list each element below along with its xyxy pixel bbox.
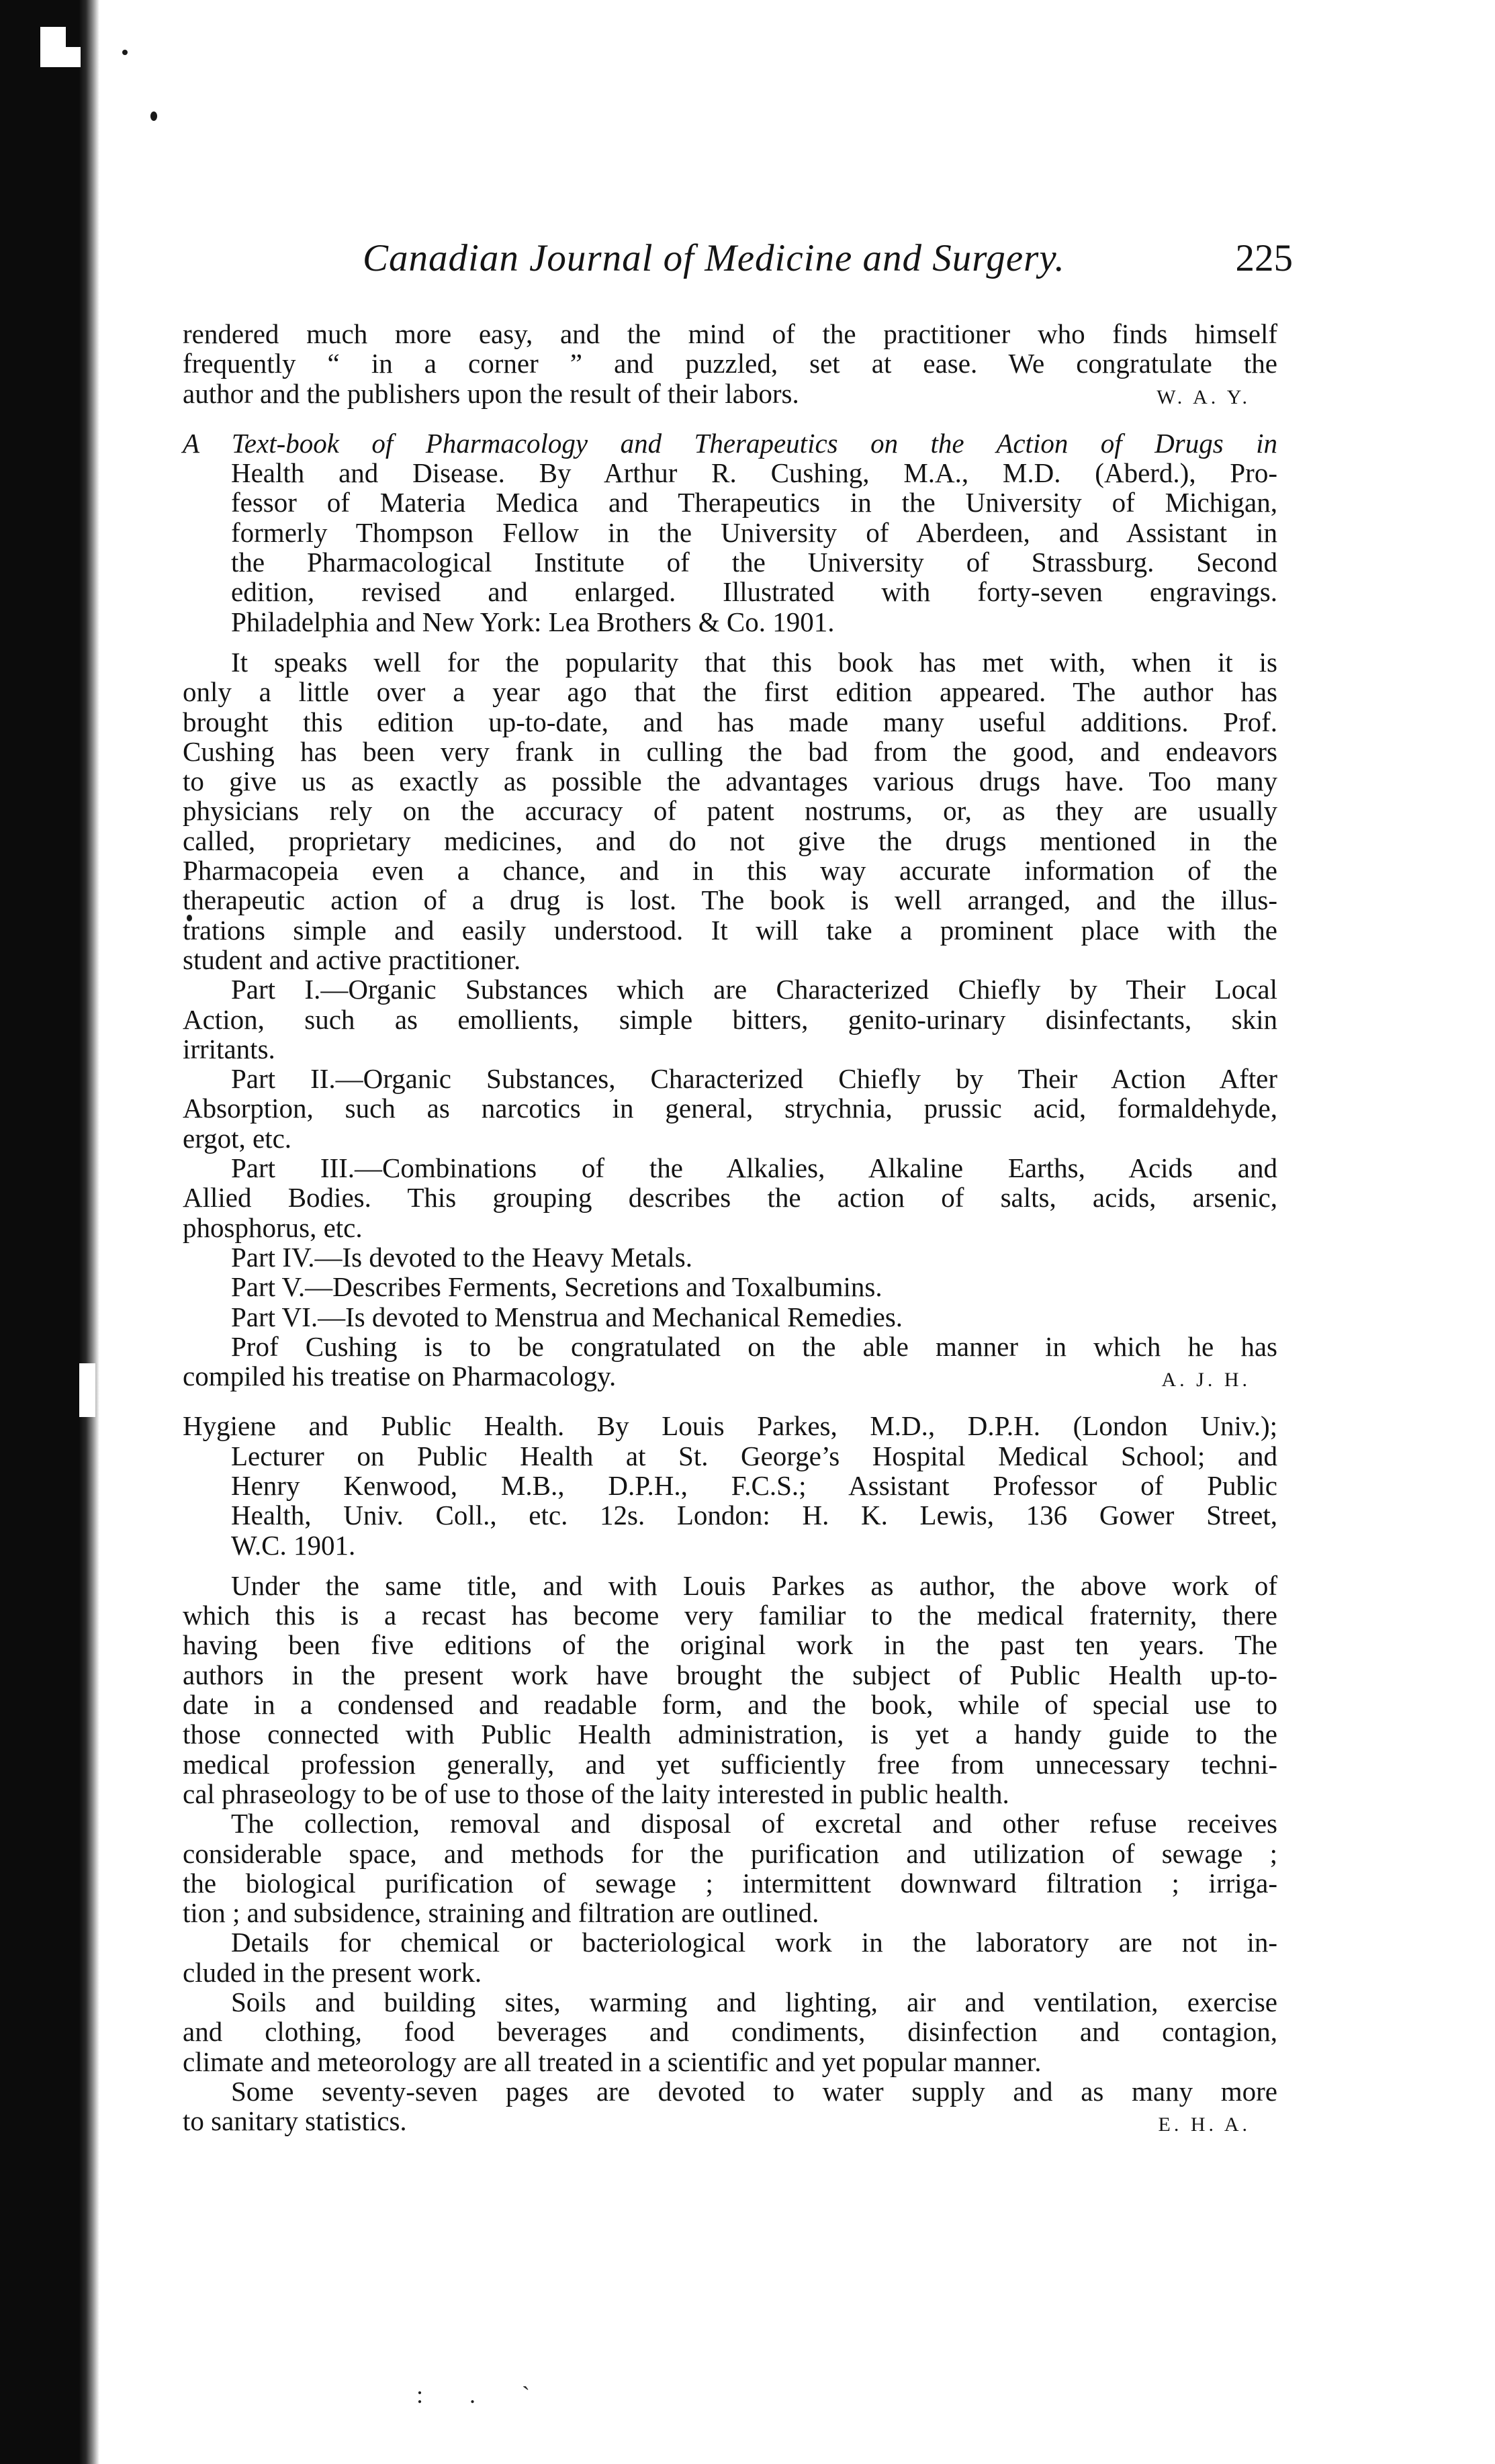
text-line: Under the same title, and with Louis Parkes as author, the above work of — [231, 1569, 1277, 1601]
stray-marks: : . ` — [416, 2381, 550, 2408]
text-line: It speaks well for the popularity that this book has met with, when it is — [231, 646, 1277, 678]
ink-speck — [122, 50, 128, 55]
review-closing — [183, 1332, 1277, 1391]
heading-line: fessor of Materia Medica and Therapeutics in the University of Michigan, — [231, 487, 1277, 518]
reviewer-signature: A. J. H. — [1161, 1369, 1251, 1391]
heading-line: W.C. 1901. — [231, 1529, 356, 1561]
text-line: Allied Bodies. This grouping describes the action of salts, acids, arsenic, — [183, 1182, 1277, 1214]
review-paragraph — [183, 1927, 1277, 1987]
text-line-content: compiled his treatise on Pharmacology. — [183, 1361, 617, 1392]
text-line: climate and meteorology are all treated in a scientific and yet popular manner. — [183, 2046, 1042, 2077]
review-heading-hygiene — [183, 1411, 1277, 1559]
heading-line — [183, 428, 1277, 458]
text-line: cal phraseology to be of use to those of the laity interested in public health. — [183, 1778, 1009, 1809]
text-line: Part II.—Organic Substances, Characterized Chiefly by Their Action After — [231, 1063, 1277, 1095]
part-5: Part V.—Describes Ferments, Secretions and Toxalbumins. — [231, 1271, 882, 1303]
text-line: The collection, removal and disposal of excretal and other refuse receives — [231, 1808, 1277, 1839]
journal-title: Canadian Journal of Medicine and Surgery. — [363, 237, 1065, 279]
heading-line: formerly Thompson Fellow in the University of Aberdeen, and Assistant in — [231, 516, 1277, 548]
review-paragraph — [183, 1987, 1277, 2077]
book-title: A Text-book of Pharmacology and Therapeutics on the Action of Drugs in — [183, 427, 1277, 459]
text-line — [183, 1361, 1277, 1391]
heading-line: Hygiene and Public Health. By Louis Parkes, M.D., D.P.H. (London Univ.); — [183, 1410, 1277, 1442]
text-line: medical profession generally, and yet sufficiently free from unnecessary techni- — [183, 1748, 1277, 1780]
reviewer-signature: E. H. A. — [1158, 2113, 1251, 2136]
part-2 — [183, 1064, 1277, 1153]
running-head — [363, 236, 1293, 290]
text-line: date in a condensed and readable form, and the book, while of special use to — [183, 1689, 1277, 1721]
part-3 — [183, 1153, 1277, 1242]
heading-line: edition, revised and enlarged. Illustrated with forty-seven engravings. — [231, 576, 1277, 608]
reviewer-signature: W. A. Y. — [1157, 385, 1251, 408]
text-line: Soils and building sites, warming and lighting, air and ventilation, exercise — [231, 1987, 1277, 2018]
text-line: frequently “ in a corner ” and puzzled, set at ease. We congratulate the — [183, 348, 1277, 379]
heading-line: Philadelphia and New York: Lea Brothers & Co. 1901. — [231, 606, 835, 637]
text-line — [183, 2106, 1277, 2136]
text-line: Part III.—Combinations of the Alkalies, Alkaline Earths, Acids and — [231, 1152, 1277, 1184]
text-line: authors in the present work have brought the subject of Public Health up-to- — [183, 1659, 1277, 1690]
binding-notch — [64, 47, 81, 67]
text-line: phosphorus, etc. — [183, 1212, 363, 1243]
heading-line: the Pharmacological Institute of the University of Strassburg. Second — [231, 547, 1277, 578]
text-line: and clothing, food beverages and condiments, disinfection and contagion, — [183, 2016, 1277, 2048]
text-line: to give us as exactly as possible the advantages various drugs have. Too many — [183, 766, 1277, 797]
text-line: only a little over a year ago that the first edition appeared. The author has — [183, 676, 1277, 708]
review-paragraph — [183, 1571, 1277, 1809]
part-4: Part IV.—Is devoted to the Heavy Metals. — [231, 1241, 692, 1273]
text-line-content: to sanitary statistics. — [183, 2105, 407, 2137]
text-line: Part I.—Organic Substances which are Characterized Chiefly by Their Local — [231, 974, 1277, 1005]
text-column — [183, 319, 1277, 2140]
text-line: having been five editions of the original work in the past ten years. The — [183, 1629, 1277, 1661]
text-line: therapeutic action of a drug is lost. The book is well arranged, and the illus- — [183, 884, 1277, 916]
text-line: student and active practitioner. — [183, 944, 521, 975]
text-line: the biological purification of sewage ; intermittent downward filtration ; irriga- — [183, 1867, 1277, 1899]
binding-notch — [40, 27, 66, 67]
text-line: physicians rely on the accuracy of patent nostrums, or, as they are usually — [183, 795, 1277, 827]
review-paragraph — [183, 1809, 1277, 1927]
text-line: Pharmacopeia even a chance, and in this way accurate information of the — [183, 855, 1277, 886]
text-line: considerable space, and methods for the purification and utilization of sewage ; — [183, 1837, 1277, 1869]
ink-speck — [150, 111, 157, 121]
text-line: Absorption, such as narcotics in general, strychnia, prussic acid, formaldehyde, — [183, 1093, 1277, 1124]
text-line: cluded in the present work. — [183, 1956, 482, 1988]
text-line — [183, 379, 1277, 408]
text-line: Details for chemical or bacteriological work in the laboratory are not in- — [231, 1927, 1277, 1958]
heading-line: Henry Kenwood, M.B., D.P.H., F.C.S.; Assistant Professor of Public — [231, 1469, 1277, 1501]
text-line: tion ; and subsidence, straining and filtration are outlined. — [183, 1897, 819, 1929]
text-line: called, proprietary medicines, and do not give the drugs mentioned in the — [183, 825, 1277, 856]
text-line: irritants. — [183, 1033, 275, 1064]
text-line: rendered much more easy, and the mind of the practitioner who finds himself — [183, 318, 1277, 349]
review-heading-pharmacology — [183, 428, 1277, 637]
page-number: 225 — [1235, 237, 1293, 279]
heading-line: Lecturer on Public Health at St. George’s Hospital Medical School; and — [231, 1440, 1277, 1471]
text-line: Action, such as emollients, simple bitters, genito-urinary disinfectants, skin — [183, 1003, 1277, 1035]
text-line: trations simple and easily understood. It will take a prominent place with the — [183, 914, 1277, 946]
binding-notch — [79, 1363, 95, 1417]
text-line-content: author and the publishers upon the result of their labors. — [183, 377, 799, 409]
text-line: Prof Cushing is to be congratulated on the able manner in which he has — [231, 1330, 1277, 1362]
text-line: which this is a recast has become very familiar to the medical fraternity, there — [183, 1600, 1277, 1631]
review-paragraph — [183, 647, 1277, 974]
text-line: brought this edition up-to-date, and has made many useful additions. Prof. — [183, 706, 1277, 737]
text-line: Cushing has been very frank in culling the bad from the good, and endeavors — [183, 735, 1277, 767]
review-paragraph — [183, 2077, 1277, 2136]
text-line: Some seventy-seven pages are devoted to water supply and as many more — [231, 2075, 1277, 2107]
text-line: ergot, etc. — [183, 1122, 292, 1154]
heading-line: Health and Disease. By Arthur R. Cushing, M.A., M.D. (Aberd.), Pro- — [231, 457, 1277, 489]
part-1 — [183, 974, 1277, 1064]
continuation-paragraph — [183, 319, 1277, 408]
heading-line: Health, Univ. Coll., etc. 12s. London: H. K. Lewis, 136 Gower Street, — [231, 1500, 1277, 1531]
binding-edge — [0, 0, 99, 2464]
part-6: Part VI.—Is devoted to Menstrua and Mechanical Remedies. — [231, 1301, 903, 1332]
text-line: those connected with Public Health administration, is yet a handy guide to the — [183, 1719, 1277, 1750]
